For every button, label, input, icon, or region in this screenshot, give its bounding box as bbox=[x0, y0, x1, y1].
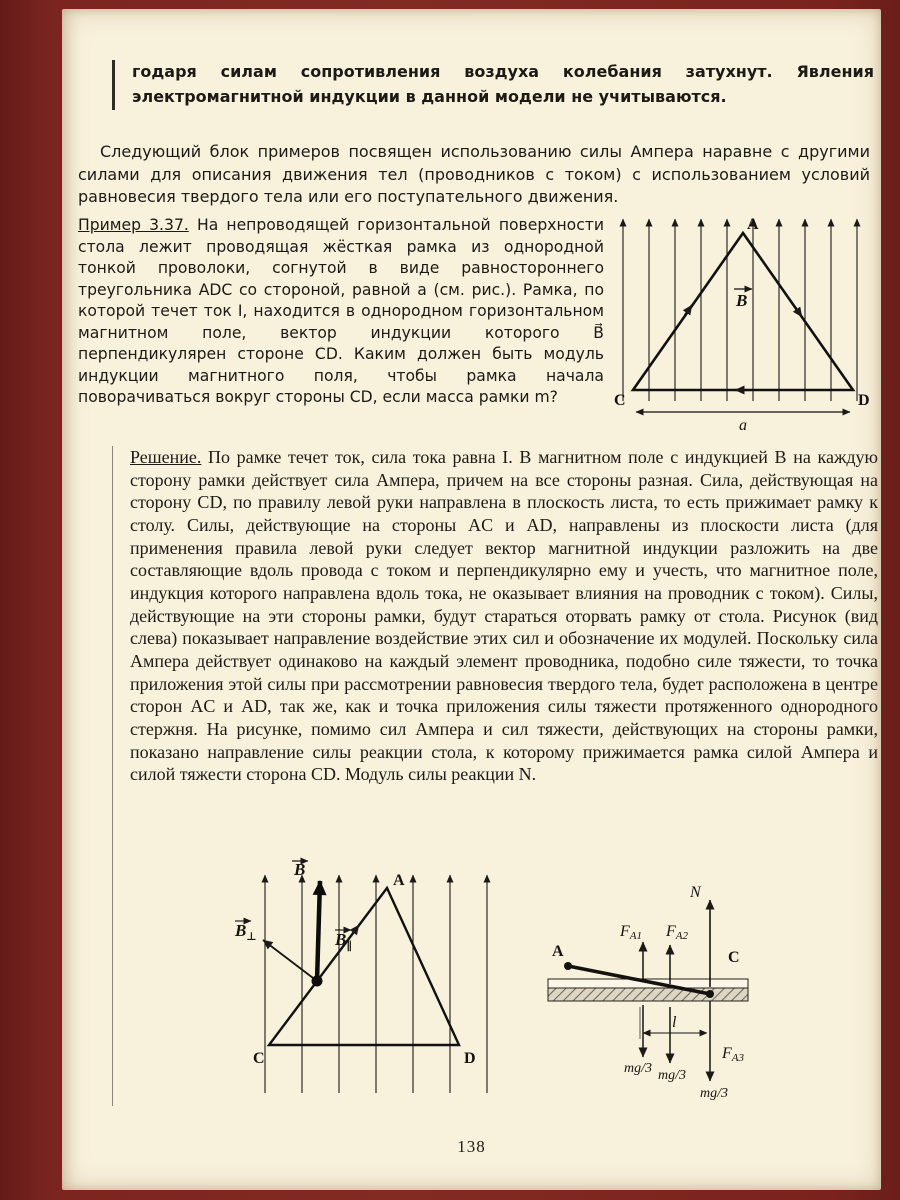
page-number: 138 bbox=[457, 1137, 486, 1156]
application-point-dot bbox=[312, 976, 323, 987]
example-body: На непроводящей горизонтальной поверхности стола лежит проводящая жёсткая рамка из однородной тонкой проволоки, согнутой в виде равностороннего треугольника ADC со стороной, равной a (см. рис.). Рамка, по которой течет ток I, находится в однородном горизонтальном магнитном поле, вектор индукции которого B⃗ перпендикулярен стороне CD. Каким должен быть модуль индукции магнитного поля, чтобы рамка начала поворачиваться вокруг стороны CD, если масса рамки m? bbox=[78, 216, 604, 407]
vertex-d-label: D bbox=[858, 392, 870, 409]
ampere-force-1-label: FA1 bbox=[620, 923, 643, 942]
b-parallel-label: $B_\parallel$ bbox=[335, 930, 352, 952]
solution-paragraph bbox=[130, 446, 878, 866]
ampere-force-3-label: FA3 bbox=[722, 1045, 745, 1064]
vertex-a-label: A bbox=[393, 872, 405, 889]
end-a-label: A bbox=[552, 943, 564, 960]
ampere-force-2-label: FA2 bbox=[666, 923, 689, 942]
book-page bbox=[62, 9, 881, 1190]
side-length-label: a bbox=[739, 417, 747, 434]
solution-body: По рамке течет ток, сила тока равна I. В магнитном поле с индукцией B на каждую сторону рамки действует сила Ампера, причем на все стороны разная. Сила, действующая на сторону CD, по правилу левой руки направлена в плоскость листа, то есть прижимает рамку к столу. Силы, действующие на стороны AC и AD, направлены из плоскости листа (для применения правила левой руки следует вектор магнитной индукции разложить на две составляющие вдоль провода с током и перпендикулярно ему и учесть, что магнитное поле, индукция которого направлена вдоль тока, не оказывает влияния на проводник с током). Силы, действующие на эти стороны рамки, будут стараться оторвать рамку от стола. Рисунок (вид слева) показывает направление воздействие этих сил и обозначение их модулей. Поскольку сила Ампера действует одинаково на каждый элемент проводника, подобно силе тяжести, то точка приложения этой силы при рассмотрении равновесия твердого тела, будет расположена в центре сторон AC и AD, так же, как и точка приложения силы тяжести протяженного однородного стержня. На рисунке, помимо сил Ампера и сил тяжести, действующих на стороны рамки, показано направление силы реакции стола, к которому прижимается рамка силой Ампера и силой тяжести сторона CD. Модуль силы реакции N. bbox=[130, 447, 878, 785]
quote-block bbox=[112, 60, 874, 110]
ampere-force-1-arrow bbox=[619, 923, 643, 979]
vertex-c-label: C bbox=[614, 392, 626, 409]
b-perp-vector bbox=[234, 921, 317, 981]
normal-force-arrow bbox=[689, 884, 710, 987]
b-label-text: B bbox=[736, 291, 748, 310]
ampere-force-3-arrow bbox=[700, 1001, 745, 1101]
figure-forces-diagram bbox=[528, 867, 798, 1118]
figure-field-decomposition bbox=[222, 855, 502, 1111]
normal-force-label: N bbox=[690, 884, 701, 901]
field-lines-group bbox=[265, 875, 487, 1093]
intro-paragraph: Следующий блок примеров посвящен использованию силы Ампера наравне с другими силами для описания движения тел (проводников с током) с использованием условий равновесия твердого тела или его поступательного движения. bbox=[78, 142, 870, 207]
example-paragraph bbox=[78, 215, 604, 409]
weight-3-label: mg/3 bbox=[700, 1086, 728, 1101]
figure-triangle-svg bbox=[608, 205, 880, 433]
b-perp-label: $B_\perp$ bbox=[235, 921, 257, 943]
margin-rule bbox=[112, 446, 113, 1106]
quote-text: годаря силам сопротивления воздуха колебания затухнут. Явления электромагнитной индукции в данной модели не учитываются. bbox=[132, 62, 874, 106]
figure-triangle-in-field bbox=[608, 205, 880, 437]
current-direction-arrows bbox=[685, 305, 802, 390]
weight-1-label: mg/3 bbox=[624, 1061, 652, 1076]
field-lines-group bbox=[623, 219, 857, 401]
frame-triangle bbox=[633, 233, 853, 390]
side-length-dimension bbox=[636, 412, 850, 434]
b-vector-label bbox=[734, 289, 752, 310]
vertex-d-label: D bbox=[464, 1050, 476, 1067]
solution-label: Решение. bbox=[130, 447, 202, 467]
vertex-a-label: A bbox=[747, 216, 759, 233]
b-label-text: B bbox=[294, 860, 306, 879]
b-total-vector bbox=[292, 860, 320, 981]
length-dimension bbox=[640, 1007, 707, 1039]
vertex-c-label: C bbox=[253, 1050, 265, 1067]
end-c-label: C bbox=[728, 949, 740, 966]
example-label: Пример 3.37. bbox=[78, 216, 189, 234]
figure-forces-svg bbox=[528, 867, 798, 1114]
ampere-force-2-arrow bbox=[665, 923, 689, 984]
length-label: l bbox=[672, 1014, 677, 1031]
b-parallel-vector bbox=[317, 925, 359, 981]
weight-1-arrow bbox=[624, 1005, 652, 1076]
figure-decomposition-svg bbox=[222, 855, 502, 1107]
weight-2-label: mg/3 bbox=[658, 1068, 686, 1083]
